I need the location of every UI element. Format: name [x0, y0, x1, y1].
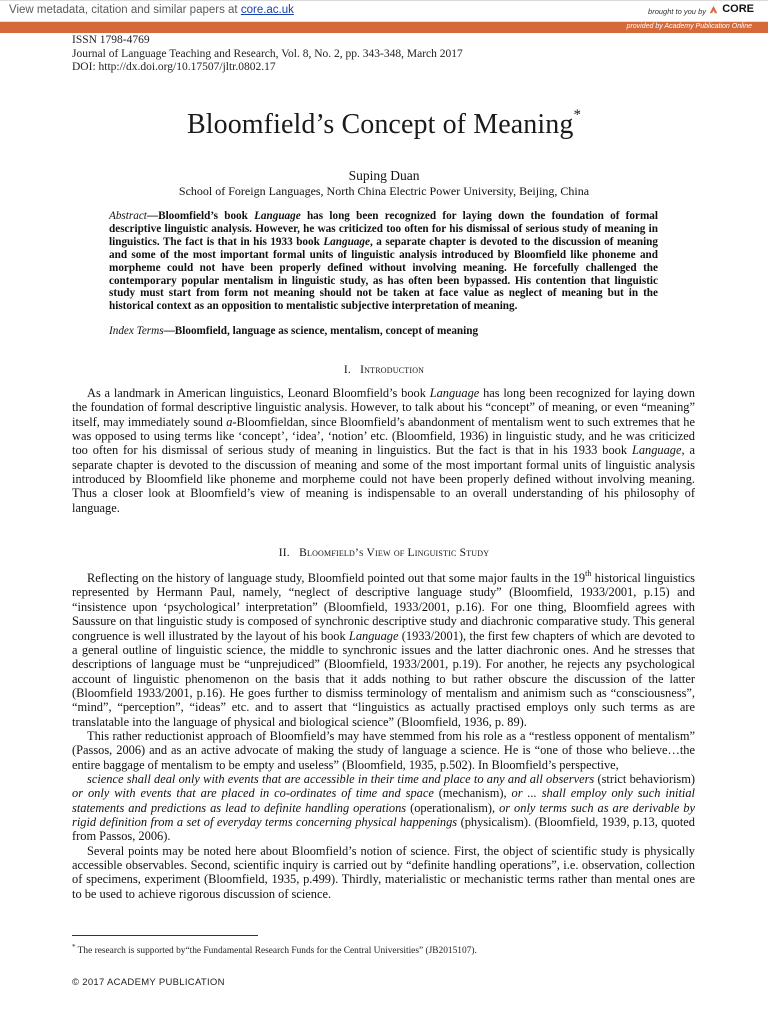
abstract-text-1: Bloomfield’s book — [158, 210, 255, 222]
italic-run: Language — [429, 386, 480, 400]
section-number: II. — [278, 547, 290, 559]
text-run: (strict behaviorism) — [594, 771, 695, 786]
paragraph — [72, 568, 695, 729]
block-quote — [72, 772, 695, 844]
author-affiliation: School of Foreign Languages, North China Electric Power University, Beijing, China — [178, 184, 590, 198]
paragraph — [72, 386, 695, 515]
doi: DOI: http://dx.doi.org/10.17507/jltr.0802.17 — [72, 61, 276, 73]
footnote — [72, 943, 477, 956]
issn: ISSN 1798-4769 — [72, 34, 150, 46]
paragraph — [72, 844, 695, 901]
text-run: As a landmark in American linguistics, Leonard Bloomfield’s book — [87, 386, 430, 400]
italic-run: Language — [348, 628, 399, 643]
superscript: th — [585, 569, 592, 578]
index-terms — [109, 325, 658, 338]
paragraph — [72, 729, 695, 772]
provided-by-label: provided by Academy Publication Online — [626, 23, 752, 30]
italic-run: a — [226, 414, 233, 429]
abstract-lead: Abstract — [109, 210, 147, 222]
author-name: Suping Duan — [348, 168, 420, 183]
abstract-italic-2: Language — [323, 235, 370, 248]
footnote-text: The research is supported by“the Fundamental Research Funds for the Central Universities” (JB2015107). — [75, 946, 477, 957]
text-run: (mechanism), — [433, 786, 512, 801]
abstract — [109, 210, 658, 313]
section-title: Bloomfield’s View of Linguistic Study — [299, 547, 490, 559]
abstract-dash: — — [146, 210, 159, 222]
journal-header — [72, 34, 463, 75]
abstract-text-2: has long been recognized for laying down the foundation of formal descriptive linguistic analysis. However, he was criticized too often for his dismissal of serious study of meaning in linguistics. The fact is that in his 1933 book — [109, 210, 658, 248]
section-number: I. — [343, 364, 351, 376]
core-banner — [0, 0, 768, 22]
title-footnote-mark: * — [573, 106, 582, 123]
text-run: (physicalism). (Bloomfield, 1939, p.13, quoted from Passos, 2006). — [72, 814, 695, 844]
abstract-text-3: , a separate chapter is devoted to the discussion of meaning and some of the most important formal units of linguistic analysis introduced by Bloomfield like phoneme and morpheme could not have been properly defined without involving meaning. He forcefully challenged the contemporary popular mentalism in linguistic study, as has often been bypassed. His contention that linguistic study must start from form not meaning should not be taken at face value as neglect of meaning but in the historical context as an opposition to mentalistic subjective interpretation of meaning. — [109, 235, 658, 313]
italic-run: science shall deal only with events that are accessible in their time and place to any and all observers — [87, 771, 595, 786]
section-heading-view-of-linguistic-study — [0, 547, 768, 559]
footnote-divider — [72, 935, 258, 936]
core-logo[interactable] — [708, 3, 754, 15]
text-run: , a separate chapter is devoted to the discussion of meaning and some of the most important formal units of linguistic analysis introduced by Bloomfield like phoneme and morpheme could not have been properly defined without involving meaning. Thus a closer look at Bloomfield’s view of meaning is indispensable to an overall understanding of his philosophy of language. — [72, 443, 695, 515]
core-ac-uk-link[interactable]: core.ac.uk — [240, 4, 294, 16]
text-run: historical linguistics represented by Hermann Paul, namely, “neglect of descriptive language study” (Bloomfield, 1933/2001, p.15) and “insistence upon ‘psychological’ interpretation” (Bloomfield, 1933/2001, p.16). For one thing, Bloomfield agrees with Saussure on that linguistic study is composed of synchronic descriptive study and diachronic comparative study. This general congruence is well illustrated by the layout of his book — [72, 571, 696, 643]
italic-run: Language — [631, 443, 682, 458]
italic-run: or only with events that are placed in co-ordinates of time and space — [72, 786, 434, 801]
section-two-body — [72, 568, 695, 901]
italic-run: or ... shall employ only such initial statements and predictions as lead to definite handling operations — [72, 786, 695, 815]
core-logo-icon — [708, 4, 719, 15]
text-run: (1933/2001), the first few chapters of which are devoted to a general outline of linguistic science, the middle to synchronic issues and the latter diachronic ones. And he stresses that descriptions of language must be “unprejudiced” (Bloomfield, 1933/2001, p.19). For another, he rejects any psychological account of linguistic phenomenon on the basis that it adds nothing to but rather obscure the discussion of the latter (Bloomfield 1933/2001, p.16). He goes further to dismiss terminology of mentalism and animism such as “consciousness”, “mind”, “perception”, “ideas” etc. and to assert that “linguistics as actually practised employs only such terms as are translatable into the language of physical and biological science” (Bloomfield, 1936, p. 89). — [72, 628, 695, 729]
text-run: This rather reductionist approach of Bloomfield’s may have stemmed from his role as a “restless opponent of mentalism” (Passos, 2006) and as an active advocate of making the study of language a science. He is “one of those who believe…the entire baggage of mentalism to be empty and useless” (Bloomfield, 1935, p.502). In Bloomfield’s perspective, — [72, 728, 695, 772]
introduction-body — [72, 386, 695, 515]
abstract-italic-1: Language — [254, 210, 301, 222]
footnote-mark: * — [72, 943, 76, 951]
index-terms-text: Bloomfield, language as science, mentalism, concept of meaning — [174, 325, 479, 337]
index-terms-lead: Index Terms — [109, 325, 164, 337]
index-terms-dash: — — [163, 325, 175, 337]
core-provided-bar — [0, 22, 768, 33]
paper-title-text: Bloomfield’s Concept of Meaning — [186, 109, 574, 140]
journal-citation-line: Journal of Language Teaching and Research, Vol. 8, No. 2, pp. 343-348, March 2017 — [72, 47, 463, 60]
section-title: Introduction — [360, 364, 425, 376]
text-run: -Bloomfieldan, since Bloomfield’s abandonment of mentalism went to such extremes that he was opposed to using terms like ‘concept’, ‘idea’, ‘notion’ etc. (Bloomfield, 1936) in linguistic study, and he was criticized too often for his dismissal of serious study of meaning in linguistics. But the fact is that in his 1933 book — [72, 414, 695, 458]
text-run: Reflecting on the history of language study, Bloomfield pointed out that some major faults in the 19 — [87, 571, 586, 586]
paper-title — [0, 106, 768, 141]
text-run: has long been recognized for laying down the foundation of formal descriptive linguistic analysis. However, to talk about his “concept” of meaning, or even “meaning” itself, may immediately sound — [72, 386, 695, 429]
core-meta-prefix: View metadata, citation and similar papers at — [9, 4, 238, 16]
italic-run: or only terms such as are derivable by rigid definition from a set of everyday terms concerning physical happenings — [72, 800, 695, 829]
copyright-notice: © 2017 ACADEMY PUBLICATION — [72, 977, 225, 988]
core-metadata-link-row — [9, 4, 294, 16]
text-run: Several points may be noted here about Bloomfield’s notion of science. First, the object of scientific study is physically accessible observables. Second, scientific inquiry is carried out by “definite handling operations”, i.e. observation, collection of specimens, experiment (Bloomfield, 1935, p.499). Thirdly, materialistic or mechanistic terms rather than mental ones are to be used to achieve rigorous discussion of science. — [72, 843, 695, 901]
section-heading-introduction — [0, 364, 768, 376]
text-run: (operationalism), — [406, 800, 500, 815]
core-logo-text: CORE — [722, 3, 754, 15]
brought-to-you-label: brought to you by — [648, 7, 706, 16]
